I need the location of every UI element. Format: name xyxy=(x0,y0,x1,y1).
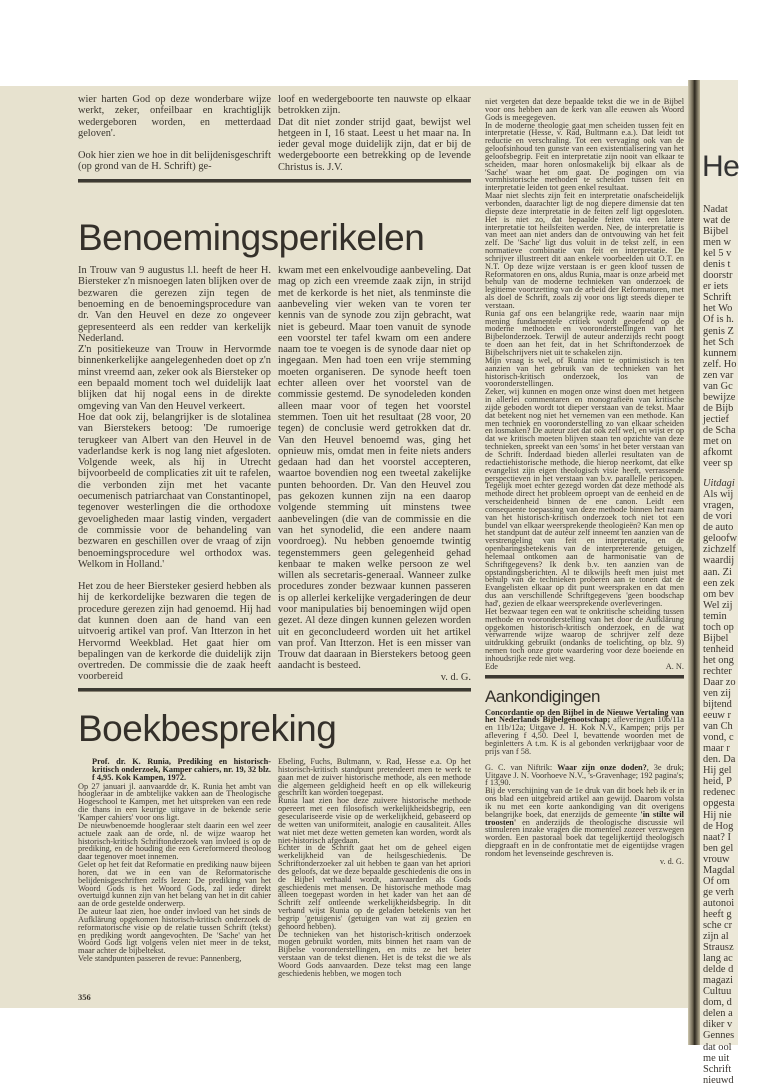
text-line: waardij xyxy=(703,555,735,567)
text-line: van Gc xyxy=(703,380,733,392)
paragraph: Maar niet slechts zijn feit en interpretatie onafscheidelijk verbonden, daarachter ligt de nog diepere dimensie dat ten diepste deze interpretatie in de feiten zelf ligt opgesloten. Het is niet zo, dat bepaalde feiten via een latere interpretatie tot heilsfeiten werden. Nee, de interpretatie is van meet aan niet anders dan de ontvouwing van het feit zelf. De 'Sache' ligt dus voluit in de tekst zelf, in een normatieve combinatie van feit en interpretatie. De schrijver illustreert dit aan enkele voorbeelden uit O.T. en N.T. Op deze wijze verstaan is er geen kloof tussen de Reformatoren en ons, aldus Runia, maar is onze arbeid met behulp van de moderne technieken van onderzoek de legitieme voortzetting van de arbeid der Reformatoren, met als doel de Schrift, zoals zij voor ons ligt steeds dieper te verstaan. xyxy=(485,191,684,310)
text-line: Hij nie xyxy=(703,809,732,821)
text-line: redenec xyxy=(703,787,736,799)
review-columns xyxy=(78,758,471,978)
text-line: toch op xyxy=(703,621,734,633)
text-line: afkomt xyxy=(703,447,733,459)
paragraph: Het zou de heer Biersteker gesierd hebben als hij de kerkordelijke bezwaren die tegen de procedure gerezen zijn had genoemd. Hij had dat kunnen doen aan de hand van een uitvoerig artikel van prof. Van Itterzon in het Hervormd Weekblad. Het gaat hier om bepalingen van de kerkorde die duidelijk zijn overtreden. De commissie die de zaak heeft voorbereid xyxy=(78,581,271,683)
paragraph: niet vergeten dat deze bepaalde tekst die we in de Bijbel voor ons hebben aan de kerk van alle eeuwen als Woord Gods is meegegeven. xyxy=(485,97,684,122)
paragraph: Vele standpunten passeren de revue: Pannenberg, xyxy=(78,954,242,964)
text-line: Gennes xyxy=(703,1030,735,1042)
text-line: Bijbel xyxy=(703,632,729,644)
paragraph: Hoe dat ook zij, belangrijker is de slotalinea van Bierstekers betoog: 'De rumoerige terugkeer van Albert van den Heuvel in de vaderlandse kerk is nog lang niet afgesloten. Volgende week, als hij in Utrecht bijvoorbeeld de complicaties zit uit te rafelen, die verbonden zijn met het vacante oecumenisch patriarchaat van Constantinopel, tegenover westerlingen die die orthodoxe gevoeligheden maar lastig vinden, vergadert de commissie voor de behandeling van bezwaren en geschillen over de vraag of zijn benoemingsprocedure wel orthodox was. Welkom in Holland.' xyxy=(78,411,271,570)
text-line: om bev xyxy=(703,588,734,600)
text-line: kunnem xyxy=(703,347,737,359)
text-line: den. Da xyxy=(703,754,736,766)
announcement-item: Concordantie op den Bijbel in de Nieuwe Vertaling van het Nederlands Bijbelgenootschap; afleveringen 10b/11a en 11b/12a; Uitgave J. H. Kok N.V., Kampen; prijs per aflevering f 4,50. Deel I, bevattende woorden met de beginletters A t.m. K is al gebonden verkrijgbaar voor de prijs van f 58. xyxy=(485,707,684,756)
text-line: de Scha xyxy=(703,424,736,436)
review-column-1-text xyxy=(78,783,271,963)
text-line: Wel zij xyxy=(703,599,733,611)
text-line: Daar zo xyxy=(703,676,736,688)
text-line: doorstr xyxy=(703,270,733,282)
text-line: de Bijb xyxy=(703,402,734,414)
text-line: ge verh xyxy=(703,886,734,898)
paragraph: Mijn vraag is wel, of Runia niet te optimistisch is ten aanzien van het gebruik van de technieken van het historisch-kritisch onderzoek, los van de vooronderstellingen. xyxy=(485,355,684,389)
paragraph: Runia laat zien hoe deze zuivere historische methode opereert met een filosofisch werkelijkheidsbegrip, een geseculariseerde visie op de werkelijkheid, gebaseerd op de wetten van uniformiteit, analogie en causaliteit. Alles wat niet met deze wetten gemeten kan worden, wordt als niet-historisch afgedaan. xyxy=(278,796,471,845)
announcement-signature: v. d. G. xyxy=(659,856,684,866)
article-title-aankondigingen: Aankondigingen xyxy=(485,686,600,706)
book-gutter xyxy=(688,80,700,1045)
text-line: vrouw xyxy=(703,853,730,865)
text-line: er iets xyxy=(703,281,729,293)
article-signature: v. d. G. xyxy=(440,671,471,683)
paragraph: In Trouw van 9 augustus l.l. heeft de heer H. Biersteker z'n misnoegen laten blijken over de bezwaren die gerezen zijn tegen de benoeming en de benoemingsprocedure van dr. Van den Heuvel en deze zo ongeveer gepresenteerd als een redder van kerkelijk Nederland. xyxy=(78,265,271,344)
right-column xyxy=(485,98,684,866)
text-line: lang ac xyxy=(703,953,733,965)
article-title-boekbespreking: Boekbespreking xyxy=(78,708,337,750)
text-line: vragen, xyxy=(703,500,734,512)
section-divider xyxy=(485,675,684,679)
text-line: maar r xyxy=(703,743,730,755)
text-line: ben gel xyxy=(703,842,734,854)
article-title-benoemingsperikelen: Benoemingsperikelen xyxy=(78,217,425,259)
right-page-subhead: Uitdagi xyxy=(703,478,735,490)
announcement-body: Bij de verschijning van de 1e druk van dit boek heb ik er in ons blad een uitgebreid artikel aan gewijd. Daarom volsta ik nu met een korte aankondiging van dit overigens belangrijke boek, dat enerzijds de gemeente 'in stilte wil troosten' en anderzijds de theologische discussie wil stimuleren inzake vragen die momenteel zozeer verzwegen worden. Een pastoraal boek dat tegelijkertijd theologisch diepgraaft en in de confrontatie met de eigentijdse vragen rondom het levenseinde geschreven is. xyxy=(485,786,684,858)
text-line: delen a xyxy=(703,1008,733,1020)
benoeming-column-2-text xyxy=(278,265,471,672)
paragraph: De technieken van het historisch-kritisch onderzoek mogen gebruikt worden, mits binnen het raam van de Bijbelse vooronderstellingen, en mits ze het beter verstaan van de tekst dienen. Het is de tekst die we als Woord Gods aanvaarden. Deze tekst mag een lange geschiedenis hebben, we mogen toch xyxy=(278,929,471,978)
text-line: jectief xyxy=(703,413,729,425)
paragraph: Ebeling, Fuchs, Bultmann, v. Rad, Hesse e.a. Op het historisch-kritisch standpunt pretendeert men te werk te gaan met de zuiver historische methode, als een methode die algemeen geldigheid heeft en op elk willekeurig geschrift kan worden toegepast. xyxy=(278,757,471,798)
text-line: de Hog xyxy=(703,820,734,832)
book-citation: Prof. dr. K. Runia, Prediking en historisch-kritisch onderzoek, Kamper cahiers, nr. 19, 32 blz. f 4,95. Kok Kampen, 1972. xyxy=(92,757,271,782)
text-line: zelf. Ho xyxy=(703,358,737,370)
text-line: geloofw xyxy=(703,533,738,545)
text-line: dom, d xyxy=(703,997,732,1009)
review-signature-row xyxy=(485,663,684,671)
text-line: Bijbel xyxy=(703,226,729,238)
left-columns xyxy=(78,94,471,1002)
text-line: ven zij xyxy=(703,688,731,700)
text-line: het Wo xyxy=(703,303,733,315)
paragraph: Runia gaf ons een belangrijke rede, waarin naar mijn mening fundamentele critiek wordt geoefend op de moderne methoden en vooronderstellingen van het Bijbelonderzoek. Terwijl de auteur anderzijds recht poogt te doen aan het feit, dat in het Schriftonderzoek de Bijbelschrijvers niet uit te schakelen zijn. xyxy=(485,308,684,357)
review-place: Ede xyxy=(485,661,498,671)
text-line: dat ool xyxy=(703,1041,732,1053)
paragraph: kwam met een enkelvoudige aanbeveling. Dat mag op zich een vreemde zaak zijn, in strijd met de kerkorde is het niet, als tenminste die aanbeveling vier weken van te voren ter kennis van de synode zou zijn gebracht, wat niet is gebeurd. Maar toen vanuit de synode een voorstel ter tafel kwam om een andere naam toe te voegen is de synode daar niet op ingegaan. Men had toen een vrije stemming moeten organiseren. De synode heeft toen echter alleen over het voorstel van de commissie gestemd. De synodeleden konden alleen maar voor of tegen het voorstel stemmen. Toen uit het resultaat (28 voor, 20 tegen) de conclusie werd getrokken dat dr. Van den Heuvel benoemd was, ging het opnieuw mis, omdat men in feite niets anders gedaan had dan het voorstel accepteren, waartoe bovendien nog een tweetal zakelijke punten behoorden. Dr. Van den Heuvel zou pas gekozen kunnen zijn na een daarop volgende stemming uit minstens twee aanbevelingen (die van de commissie en die van het synodelid, die een andere naam voordroeg). Nu hebben genoemde twintig tegenstemmers geen gelegenheid gehad kenbaar te maken welke persoon ze wel willen als secretaris-generaal. Wanneer zulke procedures zonder bezwaar kunnen passeren is op allerlei kerkelijke vergaderingen de deur voor manipulaties bij benoemingen wijd open gezet. Al deze dingen kunnen gelezen worden uit en geconcludeerd worden uit het artikel van prof. Van Itterzon. Het is een misser van Trouw dat daaraan in Bierstekers betoog geen aandacht is besteed. xyxy=(278,265,471,672)
review-column-1 xyxy=(78,758,271,963)
text-line: autonoi xyxy=(703,897,735,909)
text-line: het Sch xyxy=(703,336,734,348)
right-page xyxy=(700,80,740,1086)
benoeming-column-1 xyxy=(78,265,271,683)
text-line: bijtend xyxy=(703,699,732,711)
text-line: naat? I xyxy=(703,831,731,843)
paragraph: Z'n positiekeuze van Trouw in Hervormde binnenkerkelijke aangelegenheden doet op z'n minst vreemd aan, zeker ook als Biersteker op een bepaald moment toch wel duidelijk laat blijken dat hij nogal eens in de direkte omgeving van Van den Heuvel verkeert. xyxy=(78,344,271,412)
text-line: magazi xyxy=(703,975,733,987)
text-line: heeft g xyxy=(703,908,732,920)
benoeming-column-2 xyxy=(278,265,471,683)
text-line: diker v xyxy=(703,1019,733,1031)
text-line: rechter xyxy=(703,665,732,677)
right-page-title: He xyxy=(702,150,740,183)
paragraph: In de moderne theologie gaat men scheiden tussen feit en interpretatie (Hesse, v. Rad, Bultmann e.a.). Dat leidt tot reductie en verschraling. Tot een vervaging ook van de geloofsinhoud ten gunste van een existentialisering van het geloofsbegrip. Feit en interpretatie zijn nooit van elkaar te scheiden, maar horen onlosmakelijk bij elkaar als de 'Sache' waar het om gaat. De pogingen om via vormhistorische methoden te scheiden tussen feit en interpretatie leiden tot geen enkel resultaat. xyxy=(485,120,684,193)
review-column-3-text xyxy=(485,98,684,663)
paragraph: Echter in de Schrift gaat het om de geheel eigen werkelijkheid van de heilsgeschiedenis. De Schriftonderzoeker zal uit hebben te gaan van het apriori des geloofs, dat we deze bepaalde geschiedenis die ons in de Bijbel verhaald wordt, aanvaarden als Gods geschiedenis met mensen. De historische methode mag alleen toegepast worden in het kader van het aan de Schrift zelf ontleende werkelijkheidsbegrip. In dit verband wijst Runia op de geladen betekenis van het begrip 'getuigenis' (getuigen van wat zij gezien en gehoord hebben). xyxy=(278,843,471,931)
text-line: Cultuu xyxy=(703,986,732,998)
text-line: heid, P xyxy=(703,776,732,788)
text-line: wat de xyxy=(703,215,731,227)
text-line: de auto xyxy=(703,522,734,534)
text-line: zen var xyxy=(703,369,734,381)
review-signature: A. N. xyxy=(665,661,684,671)
top-column-1 xyxy=(78,94,271,173)
paragraph: De nieuwbenoemde hoogleraar stelt daarin een wel zeer actuele zaak aan de orde, nl. de wijze waarop het historisch-kritisch Schriftonderzoek van invloed is op de prediking, en de houding die een Gereformeerd theoloog daar tegenover moet innemen. xyxy=(78,820,271,862)
text-line: vond, c xyxy=(703,732,734,744)
review-column-2 xyxy=(278,758,471,978)
paragraph: Op 27 januari jl. aanvaardde dr. K. Runia het ambt van hoogleraar in de ambtelijke vakken aan de Theologische Hogeschool te Kampen, met het uitspreken van een rede die thans in een keurige uitgave in de bekende serie 'Kamper cahiers' voor ons ligt. xyxy=(78,781,271,822)
text-line: me uit xyxy=(703,1052,730,1064)
text-line: temin xyxy=(703,610,727,622)
text-line: veer sp xyxy=(703,458,733,470)
text-line: Schrift xyxy=(703,1063,732,1075)
top-column-2 xyxy=(278,94,471,173)
section-divider xyxy=(78,688,471,692)
text-line: eeuw r xyxy=(703,710,731,722)
text-line: met on xyxy=(703,435,732,447)
text-line: genis Z xyxy=(703,325,734,337)
text-line: delde d xyxy=(703,964,734,976)
paragraph: Dat dit niet zonder strijd gaat, bewijst wel hetgeen in I, 16 staat. Leest u het maar na. In ieder geval moge duidelijk zijn, dat er bij de wedergeboorte een betrekking op de levende Christus is. J.V. xyxy=(278,116,471,173)
text-line: Strausz xyxy=(703,942,734,954)
top-continuation xyxy=(78,94,471,173)
text-line: Nadat xyxy=(703,204,728,215)
text-line: kel 5 v xyxy=(703,248,732,260)
text-line: zijn al xyxy=(703,931,729,943)
review-column-3 xyxy=(485,98,684,671)
text-line: Of is h. xyxy=(703,314,734,326)
announcement-item: G. C. van Niftrik: Waar zijn onze doden?, 3e druk; Uitgave J. N. Voorhoeve N.V., 's-Gravenhage; 192 pagina's; f 13,90. xyxy=(485,762,684,788)
paragraph: Ook hier zien we hoe in dit belijdenisgeschrift (op grond van de H. Schrift) ge- xyxy=(78,150,271,173)
right-page-text xyxy=(703,204,783,1086)
paragraph: Zeker, wij kunnen en mogen onze winst doen met hetgeen in allerlei commentaren en monografieën van kritische zijde geboden wordt tot dieper verstaan van de tekst. Maar dat betekent nog niet het vernemen van een methode. Kan men techniek en vooronderstelling zo van elkaar scheiden en losmaken? De auteur ziet dat ook zelf wel, en wijst er op dat we kritisch moeten blijven staan ten opzichte van deze technieken, spreekt van een 'soms' in het beter verstaan van de Schrift. Inderdaad bieden allerlei resultaten van de redactiehistorische methode, die hierop neerkomt, dat elke evangelist zijn eigen theologisch visie heeft, verrassende perspectieven in het verstaan van b.v. parallelle pericopen. Tegelijk moet echter gezegd worden dat deze methode als methode direct het probleem oproept van de eenheid en de verscheidenheid binnen de ene canon. Leidt een consequente toepassing van deze methode binnen het raam van het historisch-kritisch onderzoek toch niet tot een bundel van elkaar weersprekende theologieën? Kan men op het standpunt dat de auteur zelf inneemt ten aanzien van de verstrengeling van feit en interpretatie, en de openbaringsbetekenis van de interpreterende getuigen, helemaal ontkomen aan de harmonisatie van de Schriftgegevens? Ik denk b.v. ten aanzien van de opstandingsberichten. Al te dikwijls heeft men juist met behulp van de technieken proberen aan te tonen dat de Evangelisten elkaar op dit punt weerspraken en dat men dus aan verschillende Schriftgegevens 'geen boodschap had', gezien de elkaar weersprekende overleveringen. xyxy=(485,387,684,608)
text-line: zichzelf xyxy=(703,544,736,556)
text-line: Of om xyxy=(703,875,730,887)
text-line: Magdal xyxy=(703,864,735,876)
text-line: tenheid xyxy=(703,643,734,655)
text-line: bewijze xyxy=(703,391,736,403)
paragraph: wier harten God op deze wonderbare wijze werkt, zeker, onfeilbaar en krachtiglijk wedergeboren worden, en metterdaad geloven'. xyxy=(78,94,271,139)
benoeming-columns xyxy=(78,265,471,683)
paragraph: loof en wedergeboorte ten nauwste op elkaar betrokken zijn. xyxy=(278,94,471,117)
paragraph: Het bezwaar tegen een wat te onkritische scheiding tussen methode en vooronderstelling van het door de Aufklärung opgekomen historisch-kritisch onderzoek, en de wat verwarrende wijze waarop de schrijver zelf deze uitdrukking gebruikt (ondanks de toelichting, op blz. 9) nemen toch onze grote waardering voor deze boeiende en inhoudsrijke rede niet weg. xyxy=(485,606,684,663)
text-line: men w xyxy=(703,237,731,249)
paragraph: De auteur laat zien, hoe onder invloed van het sinds de Aufklärung opgekomen historisch-kritisch onderzoek de reformatorische visie op de relatie tussen Schrift (tekst) en prediking wordt aangevochten. De 'Sache' van het Woord Gods ligt volgens velen niet meer in de tekst, maar achter de bijbeltekst. xyxy=(78,907,271,956)
text-line: sche cr xyxy=(703,920,733,931)
text-line: Schrift xyxy=(703,292,732,304)
section-divider xyxy=(78,179,471,183)
text-line: een zek xyxy=(703,577,735,589)
text-line: Hij gel xyxy=(703,765,732,777)
text-line: het ong xyxy=(703,654,734,666)
text-line: opgesta xyxy=(703,798,735,810)
text-line: nieuwd xyxy=(703,1074,734,1086)
announcements xyxy=(485,709,684,866)
text-line: van Ch xyxy=(703,721,733,733)
text-line: de vori xyxy=(703,511,733,523)
text-line: Als wij xyxy=(703,489,734,501)
text-line: denis t xyxy=(703,259,731,271)
page-number: 356 xyxy=(78,991,91,1002)
text-line: aan. Zi xyxy=(703,566,732,578)
paragraph: Gelet op het feit dat Reformatie en prediking nauw bijeen horen, dat we in een van de Reformatorische belijdenisgeschriften zelfs lezen: De prediking van het Woord Gods is het Woord Gods, zal ieder direkt overtuigd kunnen zijn van het belang van het in dit cahier aan de orde gestelde onderwerp. xyxy=(78,860,271,909)
